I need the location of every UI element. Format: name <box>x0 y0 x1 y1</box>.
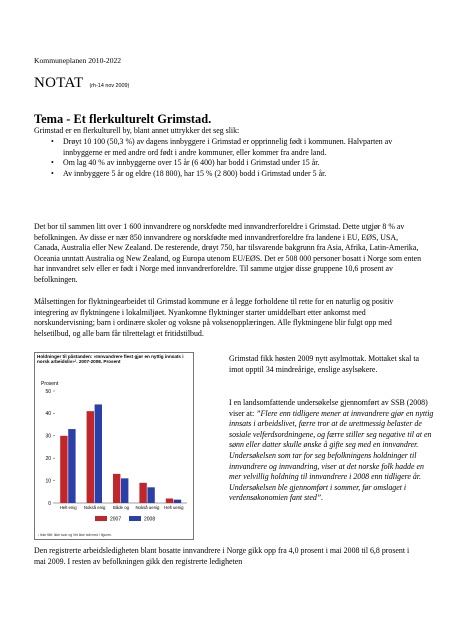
bar-2007 <box>87 411 94 503</box>
legend-label: 2007 <box>110 516 122 523</box>
y-tick-label: 10 <box>45 478 51 485</box>
notat-heading <box>34 74 129 92</box>
bullet-list <box>34 137 422 179</box>
legend-label: 2008 <box>144 516 156 523</box>
legend-swatch <box>95 516 107 521</box>
bullet-item: • Av innbyggere 5 år og eldre (18 800), har 15 % (2 800) bodd i Grimstad under 5 år. <box>34 169 422 180</box>
document-title: Tema - Et flerkulturelt Grimstad. <box>34 112 212 126</box>
bar-2007 <box>60 436 67 503</box>
chart-ylabel: Prosent <box>41 381 59 387</box>
chart-bars <box>60 404 181 503</box>
bar-2008 <box>95 404 102 503</box>
bar-2008 <box>121 478 128 503</box>
notat-meta: (rh-14 nov 2009) <box>89 83 130 89</box>
legend-swatch <box>129 516 141 521</box>
y-tick-label: 20 <box>45 456 51 462</box>
survey-quote: ”Flere enn tidligere mener at innvandrere gjør en nyttig innsats i arbeidslivet, færre tror at de urettmessig belaster de sosiale velferdsordningene, og færre stiller seg negative til at en sønn eller datter skulle ønske å gifte seg med en innvandrer. Undersøkelsen som tar for seg befolkningens holdninger til innvandrere og innvandring, viser at det norske folk hadde en mer velvillig holdning til innvandrere i 2008 enn tidligere år. Undersøkelsen ble gjennomført i sommer, før omslaget i verdensøkonomien fant sted”. <box>229 408 434 503</box>
bullet-item: • Drøyt 10 100 (50,3 %) av dagens innbyggere i Grimstad er opprinnelig født i kommunen. Halvparten av innbyggerne er med andre ord født i andre kommuner, eller kommer fra andre land. <box>34 137 422 158</box>
bar-2007 <box>166 499 173 503</box>
paragraph-integration: Målsettingen for flyktningearbeidet til Grimstad kommune er å legge forholdene til rette for en naturlig og positiv integrering av flyktningene i lokalmiljøet. Nyankomne flyktninger starter umiddelbart etter ankomst med norskundervisning; barn i ordinære skoler og voksne på voksenopplæringen. Alle flyktningene blir fulgt opp med helsetilbud, og alle barn får tilrettelagt et fritidstilbud. <box>34 297 394 338</box>
paragraph-population: Det bor til sammen litt over 1 600 innvandrere og norskfødte med innvandrerforeldre i Grimstad. Dette utgjør 8 % av befolkningen. Av disse er nær 850 innvandrere og norskfødte med innvandrerforeldre fra landene i EU, EØS, USA, Canada, Australia eller New Zealand. De resterende, drøyt 750, har tilsvarende bakgrunn fra Asia, Afrika, Latin-Amerika, Oceania unntatt Australia og New Zealand, og Europa utenom EU/EØS. Det er 508 000 personer bosatt i Norge som enten har innvandret selv eller er født i Norge med innvandrerforeldre. Til samme utgjør disse gruppene 10,6 prosent av befolkningen. <box>34 222 422 284</box>
attitude-bar-chart <box>34 352 194 540</box>
chart-source: ¹ Ikke fått: Ikke svar og Vet ikke tatt med i figuren. <box>38 533 113 537</box>
category-label: Helt enig <box>59 505 77 510</box>
y-tick-label: 0 <box>48 500 51 507</box>
category-label: Nokså uenig <box>135 505 160 510</box>
asylum-paragraph: Grimstad fikk høsten 2009 nytt asylmottak. Mottaket skal ta imot opptil 34 mindreårige, enslige asylsøkere. <box>229 354 420 374</box>
bullet-item: • Om lag 40 % av innbyggerne over 15 år (6 400) har bodd i Grimstad under 15 år. <box>34 158 422 169</box>
chart-legend <box>95 516 155 523</box>
y-tick-label: 50 <box>45 388 51 395</box>
category-label: Nokså enig <box>83 505 106 510</box>
bar-2008 <box>147 487 154 503</box>
survey-paragraph <box>229 398 434 504</box>
plan-header: Kommuneplanen 2010-2022 <box>34 56 122 65</box>
y-tick-label: 30 <box>45 433 51 440</box>
intro-text: Grimstad er en flerkulturell by, blant annet uttrykker det seg slik: <box>34 126 240 135</box>
chart-canvas <box>35 353 193 539</box>
paragraph-unemployment: Den registrerte arbeidsledigheten blant bosatte innvandrere i Norge gikk opp fra 4,0 prosent i mai 2008 til 6,8 prosent i mai 2009. I resten av befolkningen gikk den registrerte ledigheten <box>34 546 410 566</box>
bar-2007 <box>139 483 146 503</box>
category-label: Helt uenig <box>164 505 184 510</box>
bar-2008 <box>68 429 75 503</box>
survey-intro: I en landsomfattende undersøkelse gjennomført av SSB (2008) viser at: <box>229 398 428 418</box>
notat-label: NOTAT <box>34 75 84 91</box>
bar-2008 <box>174 500 181 503</box>
bar-2007 <box>113 474 120 503</box>
chart-title: Holdninger til påstanden: «Innvandrere flest gjør en nyttig innsats i norsk arbeidsliv»¹. 2007-2008. Prosent <box>37 354 184 365</box>
category-label: Både og <box>112 505 130 510</box>
y-tick-label: 40 <box>45 411 51 418</box>
